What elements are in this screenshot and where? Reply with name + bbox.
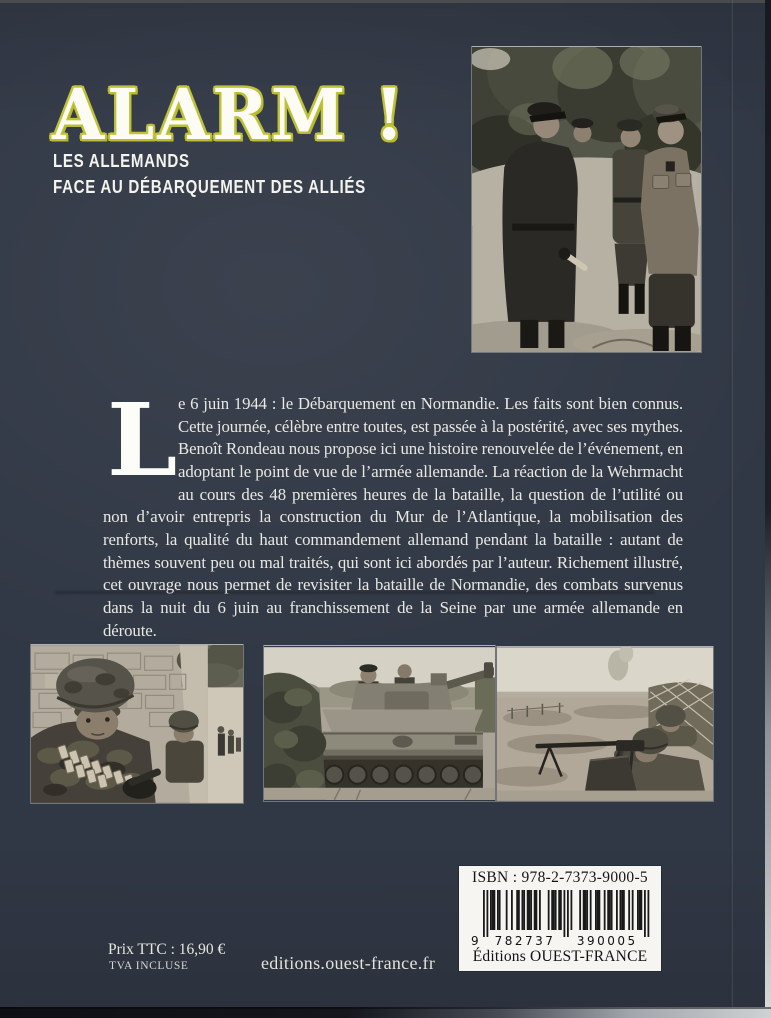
synopsis-paragraph: [103, 380, 683, 643]
subtitle-line-2: FACE AU DÉBARQUEMENT DES ALLIÉS: [53, 177, 366, 197]
photo-mg42-beach-position: [497, 647, 713, 801]
price-ttc: Prix TTC : 16,90 €: [108, 941, 226, 958]
svg-text:782737: 782737: [494, 934, 556, 948]
synopsis-text: e 6 juin 1944 : le Débarquement en Normandie. Les faits sont bien connus. Cette journée, célèbre entre toutes, est passée à la postérité, avec ses mythes. Benoît Rondeau nous propose ici une histoire renouvelée de l’événement, en adoptant le point de vue de l’armée allemande. La réaction de la Wehrmacht au cours des 48 premières heures de la bataille, la question de l’utilité ou non d’avoir entrepris la construction du Mur de l’Atlantique, la mobilisation des renforts, la qualité du haut commandement allemand pendant la bataille : autant de thèmes souvent peu ou mal traités, qui sont ici abordés par l’auteur. Richement illustré, cet ouvrage nous permet de revisiter la bataille de Normandie, des combats survenus dans la nuit du 6 juin au franchissement de la Seine par une armée allemande en déroute.: [103, 393, 683, 640]
book-title: ALARM !: [52, 73, 407, 156]
isbn-label: ISBN : 978-2-7373-9000-5: [472, 869, 648, 886]
scan-edge-top: [0, 0, 771, 3]
cover-crease: [730, 0, 733, 1018]
dropcap-letter: L: [107, 380, 178, 499]
svg-text:390005: 390005: [576, 934, 638, 948]
publisher-website: editions.ouest-france.fr: [261, 953, 436, 973]
isbn-barcode-box: [459, 866, 661, 971]
scan-edge-right: [765, 0, 771, 1018]
publisher-name: Éditions OUEST-FRANCE: [472, 948, 648, 965]
book-subtitle: [53, 148, 366, 200]
scan-edge-bottom: [0, 1007, 771, 1018]
ean13-barcode: [469, 888, 651, 948]
photo-panther-tank: [264, 646, 495, 801]
subtitle-line-1: LES ALLEMANDS: [53, 151, 190, 171]
svg-text:9: 9: [471, 934, 482, 948]
photo-soldier-stone-wall: [31, 645, 243, 803]
photo-german-officers: [472, 47, 701, 352]
vat-note: TVA INCLUSE: [109, 960, 189, 972]
